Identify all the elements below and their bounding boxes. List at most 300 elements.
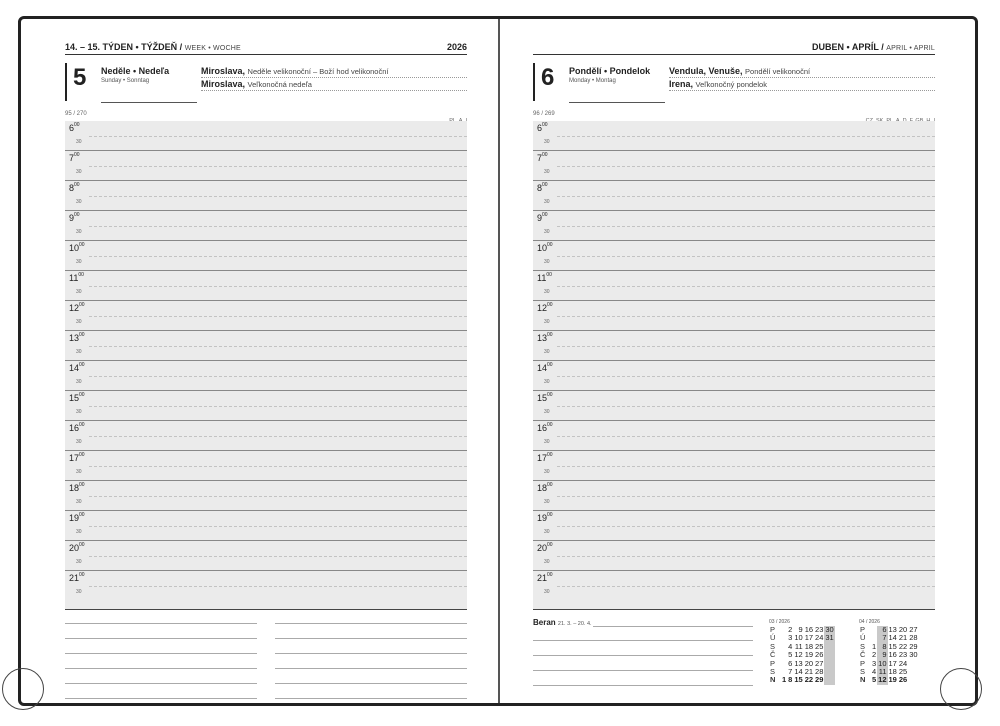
note-line — [275, 623, 467, 624]
weekday-letter: S — [770, 667, 776, 677]
day-subtitle: Sunday • Sonntag — [101, 78, 150, 84]
calendar-day: 25 — [815, 641, 824, 651]
hour-minutes: 00 — [542, 182, 548, 188]
hour-label: 19 — [69, 513, 80, 523]
hour-row[interactable] — [533, 481, 935, 511]
hour-row[interactable] — [533, 241, 935, 271]
calendar-day — [824, 651, 834, 659]
note-line — [533, 655, 753, 656]
hour-label-wrap — [537, 483, 553, 493]
hour-minutes: 00 — [79, 392, 85, 398]
hour-label: 8 — [69, 183, 75, 193]
note-line — [533, 685, 753, 686]
month-title: DUBEN • APRÍL / — [812, 42, 884, 52]
nameday-cz-note: Neděle velikonoční – Boží hod velikonoční — [247, 67, 389, 76]
hour-minutes: 00 — [79, 482, 85, 488]
hour-row[interactable] — [533, 271, 935, 301]
calendar-day: 6 — [877, 626, 887, 634]
half-hour-line — [557, 406, 935, 407]
hour-minutes: 00 — [79, 332, 85, 338]
hour-label: 14 — [69, 363, 80, 373]
day-block — [533, 55, 935, 117]
calendar-day: 9 — [877, 651, 887, 659]
hour-row[interactable] — [533, 421, 935, 451]
half-hour-line — [557, 586, 935, 587]
hour-label: 8 — [537, 183, 543, 193]
half-hour-label: 30 — [544, 499, 550, 505]
hour-minutes: 00 — [547, 452, 553, 458]
hour-label-wrap — [537, 573, 553, 583]
hour-label: 17 — [69, 453, 80, 463]
calendar-day: 15 — [794, 675, 803, 685]
hour-row[interactable] — [65, 391, 467, 421]
nameday-sk-name: Miroslava, — [201, 79, 246, 89]
zodiac-name: Beran — [533, 618, 556, 627]
note-line — [533, 670, 753, 671]
month-subtitle: APRIL • APRIL — [886, 45, 935, 52]
half-hour-label: 30 — [544, 199, 550, 205]
calendar-day: 29 — [909, 641, 918, 651]
hour-row[interactable] — [65, 301, 467, 331]
weekday-letter: Ú — [860, 633, 866, 643]
hour-label-wrap — [537, 363, 553, 373]
year-day-count: 96 / 269 — [533, 111, 555, 117]
hour-minutes: 00 — [542, 212, 548, 218]
nameday-divider — [669, 90, 935, 91]
note-line — [65, 668, 257, 669]
note-line — [275, 653, 467, 654]
hour-minutes: 00 — [79, 512, 85, 518]
hour-label: 6 — [69, 123, 75, 133]
hour-label-wrap — [69, 303, 85, 313]
calendar-day — [908, 668, 918, 676]
calendar-day: 17 — [888, 658, 897, 668]
half-hour-label: 30 — [76, 439, 82, 445]
hour-label-wrap — [537, 423, 553, 433]
nameday-sk-note: Veľkonočná nedeľa — [247, 80, 312, 89]
hour-minutes: 00 — [547, 242, 553, 248]
half-hour-label: 30 — [544, 589, 550, 595]
hour-row[interactable] — [533, 391, 935, 421]
mini-calendar-table — [859, 626, 919, 685]
hour-label-wrap — [69, 153, 80, 163]
calendar-day: 4 — [872, 667, 877, 677]
hour-label-wrap — [69, 483, 85, 493]
calendar-day: 2 — [872, 650, 877, 660]
right-page — [533, 40, 935, 685]
hour-minutes: 00 — [74, 122, 80, 128]
half-hour-line — [89, 196, 467, 197]
hour-label-wrap — [69, 333, 85, 343]
day-subtitle: Monday • Montag — [569, 78, 616, 84]
half-hour-line — [557, 316, 935, 317]
zodiac-dates: 21. 3. – 20. 4. — [557, 621, 592, 627]
hour-minutes: 00 — [74, 182, 80, 188]
hour-row[interactable] — [533, 451, 935, 481]
nameday-sk-note: Veľkonočný pondelok — [695, 80, 767, 89]
hour-minutes: 00 — [79, 422, 85, 428]
half-hour-line — [89, 466, 467, 467]
note-line — [275, 638, 467, 639]
hour-row[interactable] — [65, 331, 467, 361]
hour-label-wrap — [537, 123, 548, 133]
calendar-day: 11 — [794, 641, 803, 651]
hour-row[interactable] — [65, 271, 467, 301]
hour-label-wrap — [537, 303, 553, 313]
nameday-sk-name: Irena, — [669, 79, 694, 89]
week-title: 14. – 15. TÝDEN • TÝŽDEŇ / — [65, 42, 183, 52]
half-hour-label: 30 — [76, 349, 82, 355]
note-line — [533, 640, 753, 641]
calendar-day — [824, 676, 834, 684]
half-hour-line — [89, 256, 467, 257]
hour-label: 15 — [537, 393, 548, 403]
hour-label: 18 — [537, 483, 548, 493]
half-hour-line — [89, 346, 467, 347]
nameday-cz — [669, 66, 810, 76]
hour-row[interactable] — [65, 541, 467, 571]
hour-label: 16 — [537, 423, 548, 433]
half-hour-label: 30 — [76, 469, 82, 475]
hour-label: 11 — [537, 273, 547, 283]
calendar-day: 13 — [888, 625, 897, 634]
year-day-count: 95 / 270 — [65, 111, 87, 117]
weekday-letter: Č — [770, 650, 776, 660]
half-hour-label: 30 — [544, 469, 550, 475]
hour-label-wrap — [69, 393, 85, 403]
calendar-day: 2 — [788, 625, 793, 634]
weekday-letter: Č — [860, 650, 866, 660]
day-block — [65, 55, 467, 117]
half-hour-line — [89, 436, 467, 437]
nameday-divider — [669, 77, 935, 78]
hour-row[interactable] — [65, 211, 467, 241]
calendar-day: 7 — [788, 667, 793, 677]
calendar-day: 20 — [804, 658, 814, 668]
week-header — [65, 40, 467, 55]
hour-row[interactable] — [533, 211, 935, 241]
note-line — [65, 698, 257, 699]
mini-calendar-title: 03 / 2026 — [769, 619, 790, 625]
note-line — [593, 626, 753, 627]
half-hour-label: 30 — [544, 139, 550, 145]
half-hour-label: 30 — [544, 289, 550, 295]
hour-row[interactable] — [533, 331, 935, 361]
weekday-letter: S — [770, 641, 776, 651]
hour-row[interactable] — [65, 511, 467, 541]
calendar-day: 19 — [804, 650, 814, 660]
calendar-day: 22 — [804, 675, 814, 685]
hour-minutes: 00 — [547, 422, 553, 428]
hour-label: 9 — [69, 213, 75, 223]
calendar-day: 11 — [878, 667, 887, 677]
weekday-letter: S — [860, 667, 866, 677]
hour-row[interactable] — [65, 421, 467, 451]
half-hour-label: 30 — [76, 589, 82, 595]
hour-row[interactable] — [65, 481, 467, 511]
left-page — [65, 40, 467, 595]
hour-label-wrap — [69, 543, 85, 553]
calendar-day: 19 — [888, 675, 897, 685]
hour-row[interactable] — [533, 151, 935, 181]
hour-label-wrap — [537, 183, 548, 193]
hour-minutes: 00 — [79, 572, 85, 578]
half-hour-label: 30 — [76, 139, 82, 145]
calendar-day: 28 — [815, 667, 824, 677]
note-line — [275, 683, 467, 684]
calendar-day: 27 — [815, 658, 824, 668]
calendar-day: 30 — [909, 650, 918, 660]
half-hour-label: 30 — [544, 409, 550, 415]
calendar-day: 9 — [798, 625, 803, 634]
half-hour-line — [89, 586, 467, 587]
half-hour-label: 30 — [76, 229, 82, 235]
hour-row[interactable] — [533, 571, 935, 601]
calendar-day: 17 — [804, 633, 814, 643]
calendar-day: 20 — [898, 625, 908, 634]
half-hour-line — [557, 496, 935, 497]
half-hour-line — [89, 226, 467, 227]
weekday-letter: N — [770, 675, 776, 685]
nameday-divider — [201, 90, 467, 91]
calendar-day: 12 — [878, 675, 887, 685]
day-number: 6 — [533, 63, 569, 101]
calendar-day: 8 — [877, 643, 887, 651]
half-hour-label: 30 — [76, 199, 82, 205]
half-hour-label: 30 — [76, 379, 82, 385]
hour-minutes: 00 — [74, 212, 80, 218]
hour-minutes: 00 — [546, 272, 552, 278]
half-hour-line — [89, 496, 467, 497]
hour-label-wrap — [69, 453, 85, 463]
hour-row[interactable] — [65, 451, 467, 481]
half-hour-line — [89, 376, 467, 377]
hour-label: 12 — [537, 303, 548, 313]
weekday-letter: P — [860, 625, 866, 634]
calendar-day: 15 — [888, 641, 897, 651]
hour-label-wrap — [69, 243, 85, 253]
half-hour-label: 30 — [76, 409, 82, 415]
hour-row[interactable] — [533, 511, 935, 541]
hour-label-wrap — [69, 273, 84, 283]
half-hour-label: 30 — [76, 559, 82, 565]
calendar-day: 26 — [815, 650, 824, 660]
hour-label-wrap — [69, 213, 80, 223]
hour-row[interactable] — [533, 541, 935, 571]
half-hour-line — [557, 226, 935, 227]
half-hour-label: 30 — [76, 259, 82, 265]
calendar-day — [824, 643, 834, 651]
hour-label: 7 — [537, 153, 543, 163]
half-hour-line — [89, 556, 467, 557]
nameday-sk — [201, 79, 312, 89]
hour-minutes: 00 — [547, 572, 553, 578]
half-hour-line — [89, 406, 467, 407]
hour-minutes: 00 — [547, 302, 553, 308]
hour-label: 10 — [537, 243, 548, 253]
hour-minutes: 00 — [547, 542, 553, 548]
hour-row[interactable] — [533, 121, 935, 151]
hour-label-wrap — [69, 363, 85, 373]
hour-label: 15 — [69, 393, 80, 403]
calendar-day: 8 — [788, 675, 793, 685]
half-hour-label: 30 — [544, 559, 550, 565]
calendar-day: 14 — [888, 633, 897, 643]
hour-minutes: 00 — [547, 362, 553, 368]
mini-calendar-row — [859, 676, 919, 684]
calendar-day — [908, 660, 918, 668]
hour-label-wrap — [69, 573, 85, 583]
calendar-day — [824, 660, 834, 668]
note-line — [275, 668, 467, 669]
hour-label: 10 — [69, 243, 80, 253]
hour-label-wrap — [69, 123, 80, 133]
hour-label-wrap — [69, 183, 80, 193]
half-hour-line — [557, 556, 935, 557]
half-hour-label: 30 — [544, 319, 550, 325]
hour-row[interactable] — [65, 121, 467, 151]
calendar-day: 28 — [909, 633, 918, 643]
half-hour-label: 30 — [76, 169, 82, 175]
calendar-day: 18 — [888, 667, 897, 677]
half-hour-line — [557, 436, 935, 437]
weekday-letter: P — [770, 625, 776, 634]
calendar-day: 5 — [872, 675, 877, 685]
hour-row[interactable] — [533, 361, 935, 391]
weekday-letter: S — [860, 641, 866, 651]
half-hour-line — [557, 376, 935, 377]
mini-calendar-table — [769, 626, 835, 685]
calendar-day: 4 — [788, 641, 793, 651]
half-hour-label: 30 — [76, 529, 82, 535]
half-hour-label: 30 — [76, 289, 82, 295]
note-line — [65, 623, 257, 624]
half-hour-label: 30 — [544, 169, 550, 175]
hour-label: 18 — [69, 483, 80, 493]
calendar-day — [908, 676, 918, 684]
half-hour-line — [557, 166, 935, 167]
hour-label-wrap — [537, 513, 553, 523]
hour-label: 13 — [537, 333, 548, 343]
calendar-day: 23 — [898, 650, 908, 660]
half-hour-line — [89, 316, 467, 317]
hour-minutes: 00 — [547, 392, 553, 398]
calendar-day: 7 — [877, 634, 887, 642]
day-name: Neděle • Nedeľa — [101, 66, 170, 76]
hour-label-wrap — [537, 243, 553, 253]
hour-row[interactable] — [533, 301, 935, 331]
corner-left — [2, 668, 44, 710]
mini-calendar-march — [769, 618, 835, 685]
hour-row[interactable] — [65, 181, 467, 211]
hour-label: 11 — [69, 273, 79, 283]
hour-label-wrap — [537, 543, 553, 553]
weekday-letter: N — [860, 675, 866, 685]
calendar-day: 1 — [872, 641, 877, 651]
corner-right — [940, 668, 982, 710]
mini-calendar-title: 04 / 2026 — [859, 619, 880, 625]
half-hour-label: 30 — [76, 499, 82, 505]
day-number: 5 — [65, 63, 101, 101]
nameday-sk — [669, 79, 767, 89]
hour-label-wrap — [537, 393, 553, 403]
half-hour-label: 30 — [544, 259, 550, 265]
calendar-day: 22 — [898, 641, 908, 651]
calendar-day: 25 — [898, 667, 908, 677]
hour-label: 9 — [537, 213, 543, 223]
hour-label-wrap — [537, 333, 553, 343]
hour-label: 7 — [69, 153, 75, 163]
hour-grid — [65, 121, 467, 610]
weekday-letter: Ú — [770, 633, 776, 643]
calendar-day: 29 — [815, 675, 824, 685]
mini-calendar-row — [769, 676, 835, 684]
hour-label-wrap — [537, 453, 553, 463]
hour-label: 21 — [69, 573, 80, 583]
calendar-day: 12 — [794, 650, 803, 660]
hour-row[interactable] — [65, 361, 467, 391]
hour-minutes: 00 — [74, 152, 80, 158]
hour-label: 16 — [69, 423, 80, 433]
hour-row[interactable] — [65, 241, 467, 271]
half-hour-line — [557, 466, 935, 467]
hour-label-wrap — [537, 153, 548, 163]
note-line — [65, 683, 257, 684]
hour-label-wrap — [537, 273, 552, 283]
hour-label: 13 — [69, 333, 80, 343]
hour-label: 20 — [537, 543, 548, 553]
half-hour-label: 30 — [544, 379, 550, 385]
nameday-cz-name: Vendula, Venuše, — [669, 66, 743, 76]
hour-label-wrap — [69, 423, 85, 433]
half-hour-line — [89, 166, 467, 167]
zodiac-sign — [533, 618, 592, 627]
calendar-day: 16 — [888, 650, 897, 660]
hour-label: 20 — [69, 543, 80, 553]
hour-row[interactable] — [65, 151, 467, 181]
hour-label: 6 — [537, 123, 543, 133]
hour-label: 12 — [69, 303, 80, 313]
hour-label: 14 — [537, 363, 548, 373]
calendar-day: 23 — [815, 625, 824, 634]
calendar-day: 24 — [815, 633, 824, 643]
hour-minutes: 00 — [79, 452, 85, 458]
hour-label: 19 — [537, 513, 548, 523]
hour-minutes: 00 — [79, 542, 85, 548]
half-hour-line — [557, 286, 935, 287]
calendar-day: 14 — [794, 667, 803, 677]
hour-row[interactable] — [65, 571, 467, 601]
calendar-day: 16 — [804, 625, 814, 634]
hour-minutes: 00 — [547, 332, 553, 338]
year-label: 2026 — [446, 42, 467, 52]
weekday-letter: P — [770, 658, 776, 668]
nameday-divider — [201, 77, 467, 78]
calendar-day: 1 — [782, 675, 787, 685]
calendar-day: 21 — [804, 667, 814, 677]
half-hour-label: 30 — [544, 229, 550, 235]
calendar-day: 30 — [825, 625, 834, 634]
hour-minutes: 00 — [79, 362, 85, 368]
note-line — [65, 638, 257, 639]
hour-minutes: 00 — [79, 302, 85, 308]
half-hour-line — [89, 286, 467, 287]
half-hour-line — [557, 256, 935, 257]
calendar-day: 26 — [898, 675, 908, 685]
hour-row[interactable] — [533, 181, 935, 211]
calendar-day: 6 — [788, 658, 793, 668]
hour-label: 17 — [537, 453, 548, 463]
